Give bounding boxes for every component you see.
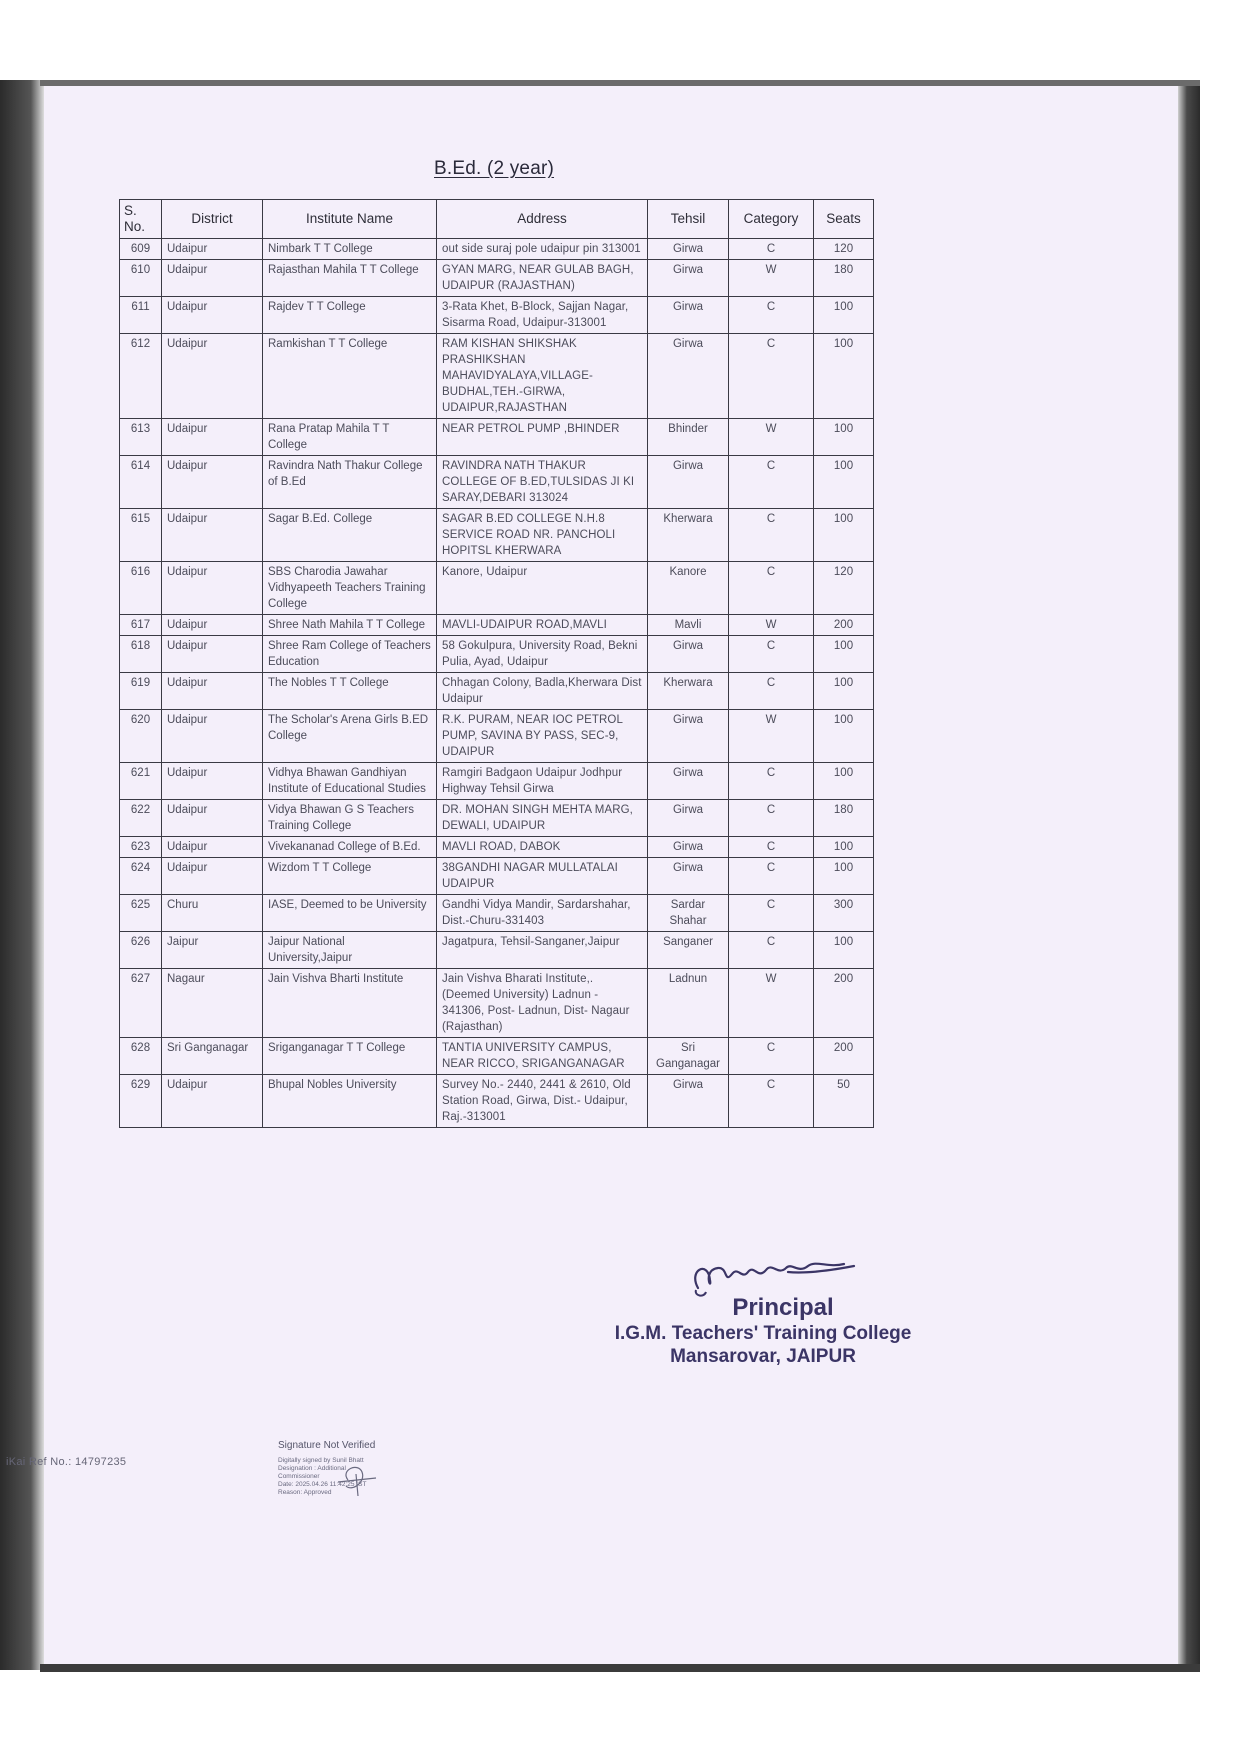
cell-institute: Bhupal Nobles University (263, 1075, 437, 1128)
cell-sno: 626 (120, 932, 162, 969)
table-row (120, 932, 874, 969)
cell-tehsil: Ladnun (648, 969, 729, 1038)
cell-tehsil: Girwa (648, 636, 729, 673)
cell-sno: 612 (120, 334, 162, 419)
cell-seats: 100 (814, 419, 874, 456)
cell-seats: 180 (814, 800, 874, 837)
digital-signature-line: Designation : Additional (278, 1465, 346, 1472)
principal-seal (598, 1240, 928, 1368)
cell-category: C (729, 895, 814, 932)
cell-district: Udaipur (162, 800, 263, 837)
column-header-tehsil: Tehsil (648, 200, 729, 239)
cell-seats: 100 (814, 763, 874, 800)
cell-institute: The Nobles T T College (263, 673, 437, 710)
cell-category: C (729, 1075, 814, 1128)
cell-address: NEAR PETROL PUMP ,BHINDER (437, 419, 648, 456)
table-row (120, 858, 874, 895)
cell-seats: 200 (814, 1038, 874, 1075)
table-row (120, 763, 874, 800)
scan-border-left (0, 80, 44, 1670)
table-row (120, 969, 874, 1038)
cell-district: Udaipur (162, 419, 263, 456)
cell-address: TANTIA UNIVERSITY CAMPUS, NEAR RICCO, SRIGANGANAGAR (437, 1038, 648, 1075)
table-row (120, 419, 874, 456)
cell-district: Udaipur (162, 239, 263, 260)
cell-sno: 616 (120, 562, 162, 615)
cell-address: 38GANDHI NAGAR MULLATALAI UDAIPUR (437, 858, 648, 895)
cell-institute: SBS Charodia Jawahar Vidhyapeeth Teachers Training College (263, 562, 437, 615)
scan-border-right (1178, 80, 1200, 1670)
cell-tehsil: Mavli (648, 615, 729, 636)
table-row (120, 239, 874, 260)
handwritten-signature-icon (658, 1240, 878, 1300)
cell-sno: 615 (120, 509, 162, 562)
cell-institute: Sagar B.Ed. College (263, 509, 437, 562)
table-body (120, 239, 874, 1128)
cell-sno: 619 (120, 673, 162, 710)
cell-institute: Ramkishan T T College (263, 334, 437, 419)
cell-seats: 200 (814, 969, 874, 1038)
cell-institute: Rajasthan Mahila T T College (263, 260, 437, 297)
cell-category: C (729, 334, 814, 419)
cell-district: Udaipur (162, 456, 263, 509)
cell-seats: 100 (814, 636, 874, 673)
cell-category: C (729, 297, 814, 334)
cell-sno: 620 (120, 710, 162, 763)
cell-seats: 100 (814, 456, 874, 509)
cell-category: C (729, 636, 814, 673)
table-row (120, 562, 874, 615)
cell-district: Udaipur (162, 297, 263, 334)
cell-address: 3-Rata Khet, B-Block, Sajjan Nagar, Sisarma Road, Udaipur-313001 (437, 297, 648, 334)
cell-seats: 200 (814, 615, 874, 636)
signature-scribble-icon (318, 1452, 388, 1502)
table-header-row (120, 200, 874, 239)
cell-institute: Rajdev T T College (263, 297, 437, 334)
cell-sno: 624 (120, 858, 162, 895)
cell-address: Survey No.- 2440, 2441 & 2610, Old Station Road, Girwa, Dist.- Udaipur, Raj.-313001 (437, 1075, 648, 1128)
cell-address: DR. MOHAN SINGH MEHTA MARG, DEWALI, UDAIPUR (437, 800, 648, 837)
cell-category: C (729, 456, 814, 509)
cell-category: W (729, 419, 814, 456)
cell-seats: 100 (814, 837, 874, 858)
cell-address: Gandhi Vidya Mandir, Sardarshahar, Dist.-Churu-331403 (437, 895, 648, 932)
table-row (120, 615, 874, 636)
cell-district: Udaipur (162, 837, 263, 858)
cell-category: C (729, 673, 814, 710)
cell-district: Nagaur (162, 969, 263, 1038)
cell-tehsil: Girwa (648, 1075, 729, 1128)
cell-institute: The Scholar's Arena Girls B.ED College (263, 710, 437, 763)
cell-district: Churu (162, 895, 263, 932)
cell-category: W (729, 615, 814, 636)
cell-address: Chhagan Colony, Badla,Kherwara Dist Udaipur (437, 673, 648, 710)
cell-tehsil: Kherwara (648, 509, 729, 562)
cell-sno: 618 (120, 636, 162, 673)
cell-institute: Wizdom T T College (263, 858, 437, 895)
cell-sno: 625 (120, 895, 162, 932)
cell-institute: Sriganganagar T T College (263, 1038, 437, 1075)
cell-institute: Vidya Bhawan G S Teachers Training College (263, 800, 437, 837)
cell-address: MAVLI ROAD, DABOK (437, 837, 648, 858)
document-page (44, 86, 1178, 1664)
cell-institute: Shree Ram College of Teachers Education (263, 636, 437, 673)
cell-tehsil: Sanganer (648, 932, 729, 969)
column-header-sno: S. No. (120, 200, 162, 239)
cell-category: W (729, 969, 814, 1038)
cell-sno: 617 (120, 615, 162, 636)
cell-address: R.K. PURAM, NEAR IOC PETROL PUMP, SAVINA BY PASS, SEC-9, UDAIPUR (437, 710, 648, 763)
table-row (120, 456, 874, 509)
cell-sno: 611 (120, 297, 162, 334)
cell-seats: 120 (814, 239, 874, 260)
cell-address: RAM KISHAN SHIKSHAK PRASHIKSHAN MAHAVIDYALAYA,VILLAGE-BUDHAL,TEH.-GIRWA, UDAIPUR,RAJASTHAN (437, 334, 648, 419)
cell-district: Udaipur (162, 636, 263, 673)
cell-district: Jaipur (162, 932, 263, 969)
cell-institute: Vivekananad College of B.Ed. (263, 837, 437, 858)
cell-seats: 100 (814, 710, 874, 763)
reference-number: iKai Ref No.: 14797235 (6, 1456, 127, 1468)
cell-institute: Ravindra Nath Thakur College of B.Ed (263, 456, 437, 509)
cell-district: Udaipur (162, 673, 263, 710)
cell-sno: 623 (120, 837, 162, 858)
cell-institute: Jaipur National University,Jaipur (263, 932, 437, 969)
cell-sno: 622 (120, 800, 162, 837)
table-row (120, 895, 874, 932)
cell-institute: Nimbark T T College (263, 239, 437, 260)
cell-seats: 100 (814, 673, 874, 710)
cell-category: C (729, 1038, 814, 1075)
cell-address: GYAN MARG, NEAR GULAB BAGH, UDAIPUR (RAJASTHAN) (437, 260, 648, 297)
table-row (120, 1038, 874, 1075)
cell-tehsil: Girwa (648, 239, 729, 260)
cell-district: Udaipur (162, 615, 263, 636)
column-header-seats: Seats (814, 200, 874, 239)
cell-address: 58 Gokulpura, University Road, Bekni Pulia, Ayad, Udaipur (437, 636, 648, 673)
college-location: Mansarovar, JAIPUR (670, 1346, 856, 1367)
cell-district: Udaipur (162, 710, 263, 763)
cell-tehsil: Sardar Shahar (648, 895, 729, 932)
cell-sno: 614 (120, 456, 162, 509)
cell-tehsil: Kanore (648, 562, 729, 615)
table-row (120, 334, 874, 419)
cell-tehsil: Girwa (648, 837, 729, 858)
cell-category: C (729, 837, 814, 858)
cell-tehsil: Girwa (648, 763, 729, 800)
cell-institute: Jain Vishva Bharti Institute (263, 969, 437, 1038)
cell-category: C (729, 932, 814, 969)
cell-sno: 609 (120, 239, 162, 260)
cell-tehsil: Girwa (648, 297, 729, 334)
digital-signature-line: Date: 2025.04.26 11:42:25 IST (278, 1481, 367, 1488)
document-title: B.Ed. (2 year) (434, 158, 555, 179)
cell-address: Kanore, Udaipur (437, 562, 648, 615)
principal-label: Principal (732, 1294, 834, 1321)
cell-category: C (729, 509, 814, 562)
cell-tehsil: Girwa (648, 456, 729, 509)
cell-seats: 300 (814, 895, 874, 932)
cell-district: Udaipur (162, 763, 263, 800)
table-row (120, 673, 874, 710)
cell-institute: Rana Pratap Mahila T T College (263, 419, 437, 456)
cell-sno: 627 (120, 969, 162, 1038)
cell-district: Udaipur (162, 562, 263, 615)
cell-category: C (729, 800, 814, 837)
cell-category: C (729, 763, 814, 800)
cell-address: Jain Vishva Bharati Institute,. (Deemed University) Ladnun - 341306, Post- Ladnun, Dist- Nagaur (Rajasthan) (437, 969, 648, 1038)
cell-seats: 100 (814, 297, 874, 334)
cell-address: RAVINDRA NATH THAKUR COLLEGE OF B.ED,TULSIDAS JI KI SARAY,DEBARI 313024 (437, 456, 648, 509)
cell-seats: 100 (814, 932, 874, 969)
cell-tehsil: Kherwara (648, 673, 729, 710)
table-row (120, 636, 874, 673)
cell-district: Udaipur (162, 509, 263, 562)
cell-institute: Vidhya Bhawan Gandhiyan Institute of Educational Studies (263, 763, 437, 800)
digital-signature-line: Reason: Approved (278, 1489, 332, 1496)
cell-district: Udaipur (162, 260, 263, 297)
cell-address: Jagatpura, Tehsil-Sanganer,Jaipur (437, 932, 648, 969)
cell-district: Sri Ganganagar (162, 1038, 263, 1075)
cell-sno: 610 (120, 260, 162, 297)
digital-signature-line: Commissioner (278, 1473, 320, 1480)
cell-tehsil: Girwa (648, 710, 729, 763)
cell-sno: 621 (120, 763, 162, 800)
column-header-institute: Institute Name (263, 200, 437, 239)
cell-seats: 100 (814, 509, 874, 562)
cell-tehsil: Girwa (648, 334, 729, 419)
cell-category: C (729, 239, 814, 260)
cell-tehsil: Girwa (648, 858, 729, 895)
cell-sno: 613 (120, 419, 162, 456)
cell-seats: 120 (814, 562, 874, 615)
cell-address: SAGAR B.ED COLLEGE N.H.8 SERVICE ROAD NR. PANCHOLI HOPITSL KHERWARA (437, 509, 648, 562)
cell-category: W (729, 710, 814, 763)
digital-signature-line: Digitally signed by Sunil Bhatt (278, 1457, 364, 1464)
cell-seats: 180 (814, 260, 874, 297)
cell-institute: Shree Nath Mahila T T College (263, 615, 437, 636)
cell-tehsil: Girwa (648, 260, 729, 297)
cell-district: Udaipur (162, 1075, 263, 1128)
cell-seats: 50 (814, 1075, 874, 1128)
cell-district: Udaipur (162, 858, 263, 895)
cell-sno: 629 (120, 1075, 162, 1128)
cell-address: MAVLI-UDAIPUR ROAD,MAVLI (437, 615, 648, 636)
cell-address: out side suraj pole udaipur pin 313001 (437, 239, 648, 260)
column-header-district: District (162, 200, 263, 239)
cell-tehsil: Girwa (648, 800, 729, 837)
cell-sno: 628 (120, 1038, 162, 1075)
cell-category: W (729, 260, 814, 297)
digital-signature-stamp (278, 1440, 448, 1497)
digital-signature-title: Signature Not Verified (278, 1440, 376, 1451)
college-name: I.G.M. Teachers' Training College (614, 1323, 912, 1344)
cell-address: Ramgiri Badgaon Udaipur Jodhpur Highway Tehsil Girwa (437, 763, 648, 800)
cell-tehsil: Sri Ganganagar (648, 1038, 729, 1075)
column-header-category: Category (729, 200, 814, 239)
table-row (120, 509, 874, 562)
cell-seats: 100 (814, 858, 874, 895)
institutes-table (119, 199, 874, 1128)
cell-category: C (729, 858, 814, 895)
cell-category: C (729, 562, 814, 615)
table-row (120, 837, 874, 858)
table-row (120, 1075, 874, 1128)
cell-tehsil: Bhinder (648, 419, 729, 456)
table-row (120, 260, 874, 297)
table-row (120, 297, 874, 334)
column-header-address: Address (437, 200, 648, 239)
cell-seats: 100 (814, 334, 874, 419)
scan-border-bottom (40, 1664, 1200, 1672)
cell-institute: IASE, Deemed to be University (263, 895, 437, 932)
cell-district: Udaipur (162, 334, 263, 419)
table-row (120, 800, 874, 837)
table-row (120, 710, 874, 763)
